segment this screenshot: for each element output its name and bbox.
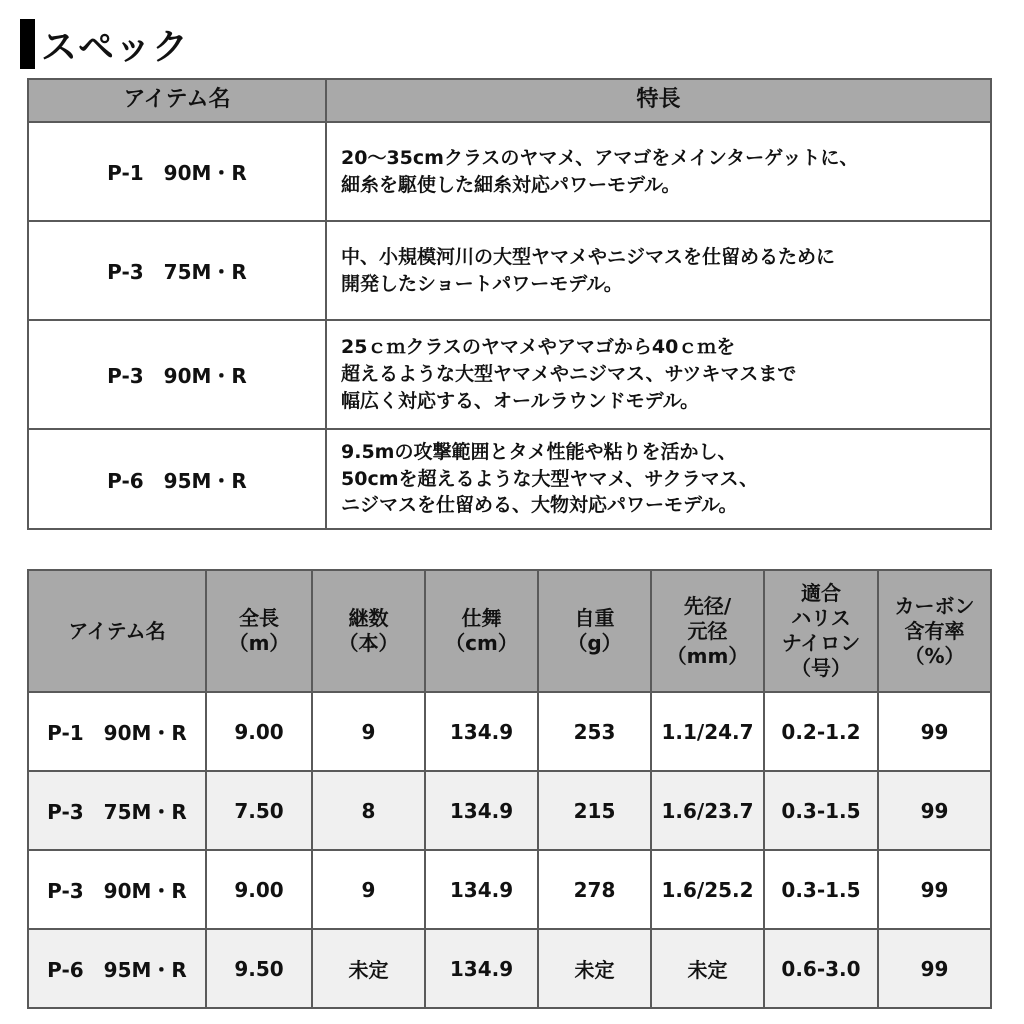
table-row [28,429,991,529]
cell-length: 9.00 [206,850,312,929]
header-weight: 自重 （g） [538,570,651,692]
description-line: 中、小規模河川の大型ヤマメやニジマスを仕留めるために [341,245,836,268]
header-diameter: 先径/ 元径 （mm） [651,570,764,692]
cell-sections: 未定 [312,929,425,1008]
table-row [28,771,991,850]
description-line: ニジマスを仕留める、大物対応パワーモデル。 [341,494,738,517]
cell-line-rating: 0.6-3.0 [764,929,878,1008]
item-description [326,221,991,320]
cell-line-rating: 0.2-1.2 [764,692,878,771]
header-carbon: カーボン 含有率 （%） [878,570,991,692]
cell-diameter: 1.1/24.7 [651,692,764,771]
item-name: P-6 95M・R [28,429,326,529]
header-item-name: アイテム名 [28,79,326,122]
table-row [28,122,991,221]
item-description [326,122,991,221]
cell-line-rating: 0.3-1.5 [764,771,878,850]
cell-carbon: 99 [878,771,991,850]
description-line: 細糸を駆使した細糸対応パワーモデル。 [341,173,681,196]
cell-diameter: 未定 [651,929,764,1008]
cell-item-name: P-1 90M・R [28,692,206,771]
header-features: 特長 [326,79,991,122]
cell-weight: 未定 [538,929,651,1008]
cell-sections: 9 [312,692,425,771]
features-header-row [28,79,991,122]
spec-header-row [28,570,991,692]
header-item-name: アイテム名 [28,570,206,692]
cell-sections: 9 [312,850,425,929]
cell-diameter: 1.6/25.2 [651,850,764,929]
title-bar-marker [20,19,35,69]
cell-closed-length: 134.9 [425,850,538,929]
table-row [28,692,991,771]
item-description [326,429,991,529]
header-sections: 継数 （本） [312,570,425,692]
item-name: P-1 90M・R [28,122,326,221]
table-row [28,929,991,1008]
cell-length: 9.50 [206,929,312,1008]
cell-weight: 253 [538,692,651,771]
description-line: 幅広く対応する、オールラウンドモデル。 [341,389,700,412]
cell-closed-length: 134.9 [425,692,538,771]
cell-item-name: P-3 90M・R [28,850,206,929]
description-line: 50cmを超えるような大型ヤマメ、サクラマス、 [341,467,759,490]
cell-closed-length: 134.9 [425,929,538,1008]
cell-weight: 215 [538,771,651,850]
description-line: 開発したショートパワーモデル。 [341,272,623,295]
description-line: 超えるような大型ヤマメやニジマス、サツキマスまで [341,363,797,386]
item-name: P-3 75M・R [28,221,326,320]
cell-closed-length: 134.9 [425,771,538,850]
header-line-rating: 適合 ハリス ナイロン （号） [764,570,878,692]
cell-item-name: P-3 75M・R [28,771,206,850]
cell-carbon: 99 [878,929,991,1008]
description-line: 20～35cmクラスのヤマメ、アマゴをメインターゲットに、 [341,146,859,169]
cell-item-name: P-6 95M・R [28,929,206,1008]
description-line: 25ｃｍクラスのヤマメやアマゴから40ｃｍを [341,336,736,359]
cell-weight: 278 [538,850,651,929]
table-row [28,320,991,429]
features-table [27,78,992,530]
item-description [326,320,991,429]
item-name: P-3 90M・R [28,320,326,429]
header-closed-length: 仕舞 （cm） [425,570,538,692]
table-row [28,850,991,929]
cell-carbon: 99 [878,692,991,771]
cell-sections: 8 [312,771,425,850]
section-title-text: スペック [41,26,190,68]
cell-diameter: 1.6/23.7 [651,771,764,850]
cell-length: 7.50 [206,771,312,850]
cell-length: 9.00 [206,692,312,771]
cell-carbon: 99 [878,850,991,929]
table-row [28,221,991,320]
spec-table [27,569,992,1009]
section-title [20,18,189,70]
description-line: 9.5mの攻撃範囲とタメ性能や粘りを活かし、 [341,440,737,463]
header-length: 全長 （m） [206,570,312,692]
cell-line-rating: 0.3-1.5 [764,850,878,929]
